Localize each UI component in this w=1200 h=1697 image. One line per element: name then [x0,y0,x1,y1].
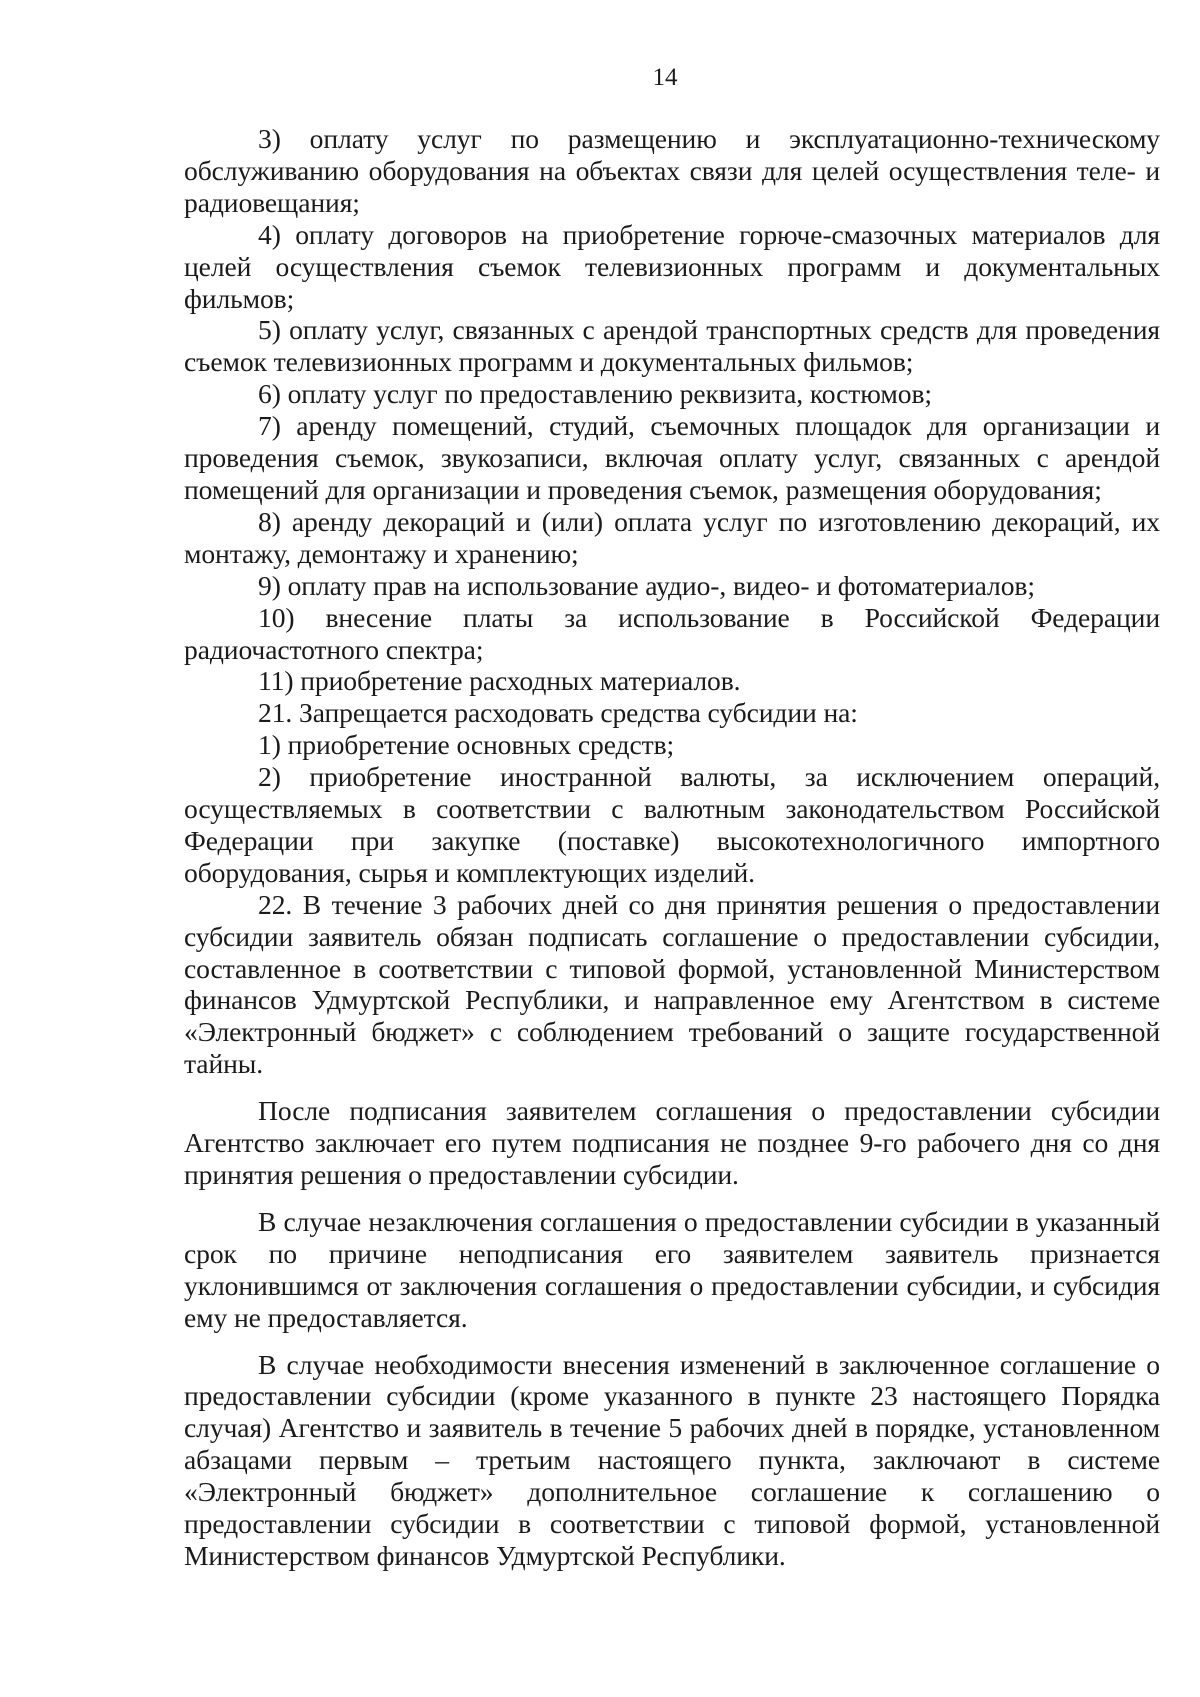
item-10-paragraph: 10) внесение платы за использование в Российской Федерации радиочастотного спектра; [184,601,1160,665]
item-6-paragraph: 6) оплату услуг по предоставлению реквизита, костюмов; [258,378,932,410]
section-22-signing-paragraph: После подписания заявителем соглашения о предоставлении субсидии Агентство заключает его путем подписания не позднее 9-го рабочего дня со дня принятия решения о предоставлении субсидии. [184,1095,1160,1190]
section-22-refusal-paragraph: В случае незаключения соглашения о предоставлении субсидии в указанный срок по причине неподписания его заявителем заявитель признается уклонившимся от заключения соглашения о предоставлении субсидии, и субсидия ему не предоставляется. [184,1205,1160,1333]
document-body [184,123,1160,1572]
section-21-heading: 21. Запрещается расходовать средства субсидии на: [258,697,858,729]
item-5-paragraph: 5) оплату услуг, связанных с арендой транспортных средств для проведения съемок телевизионных программ и документальных фильмов; [184,314,1160,378]
section-21-item-1: 1) приобретение основных средств; [258,729,675,761]
item-7-paragraph: 7) аренду помещений, студий, съемочных площадок для организации и проведения съемок, звукозаписи, включая оплату услуг, связанных с арендой помещений для организации и проведения съемок, размещения оборудования; [184,410,1160,505]
item-8-paragraph: 8) аренду декораций и (или) оплата услуг по изготовлению декораций, их монтажу, демонтажу и хранению; [184,505,1160,569]
page-number: 14 [652,64,678,91]
section-22-amendment-paragraph: В случае необходимости внесения изменений в заключенное соглашение о предоставлении субсидии (кроме указанного в пункте 23 настоящего Порядка случая) Агентство и заявитель в течение 5 рабочих дней в порядке, установленном абзацами первым – третьим настоящего пункта, заключают в системе «Электронный бюджет» дополнительное соглашение к соглашению о предоставлении субсидии в соответствии с типовой формой, установленной Министерством финансов Удмуртской Республики. [184,1348,1160,1571]
item-3-paragraph: 3) оплату услуг по размещению и эксплуатационно-техническому обслуживанию оборудования на объектах связи для целей осуществления теле- и радиовещания; [184,123,1160,218]
item-9-paragraph: 9) оплату прав на использование аудио-, видео- и фотоматериалов; [258,569,1035,601]
section-22-paragraph: 22. В течение 3 рабочих дней со дня принятия решения о предоставлении субсидии заявитель обязан подписать соглашение о предоставлении субсидии, составленное в соответствии с типовой формой, установленной Министерством финансов Удмуртской Республики, и направленное ему Агентством в системе «Электронный бюджет» с соблюдением требований о защите государственной тайны. [184,888,1160,1080]
item-11-paragraph: 11) приобретение расходных материалов. [258,665,741,697]
item-4-paragraph: 4) оплату договоров на приобретение горюче-смазочных материалов для целей осуществления съемок телевизионных программ и документальных фильмов; [184,218,1160,314]
section-21-item-2: 2) приобретение иностранной валюты, за исключением операций, осуществляемых в соответствии с валютным законодательством Российской Федерации при закупке (поставке) высокотехнологичного импортного оборудования, сырья и комплектующих изделий. [184,761,1160,888]
